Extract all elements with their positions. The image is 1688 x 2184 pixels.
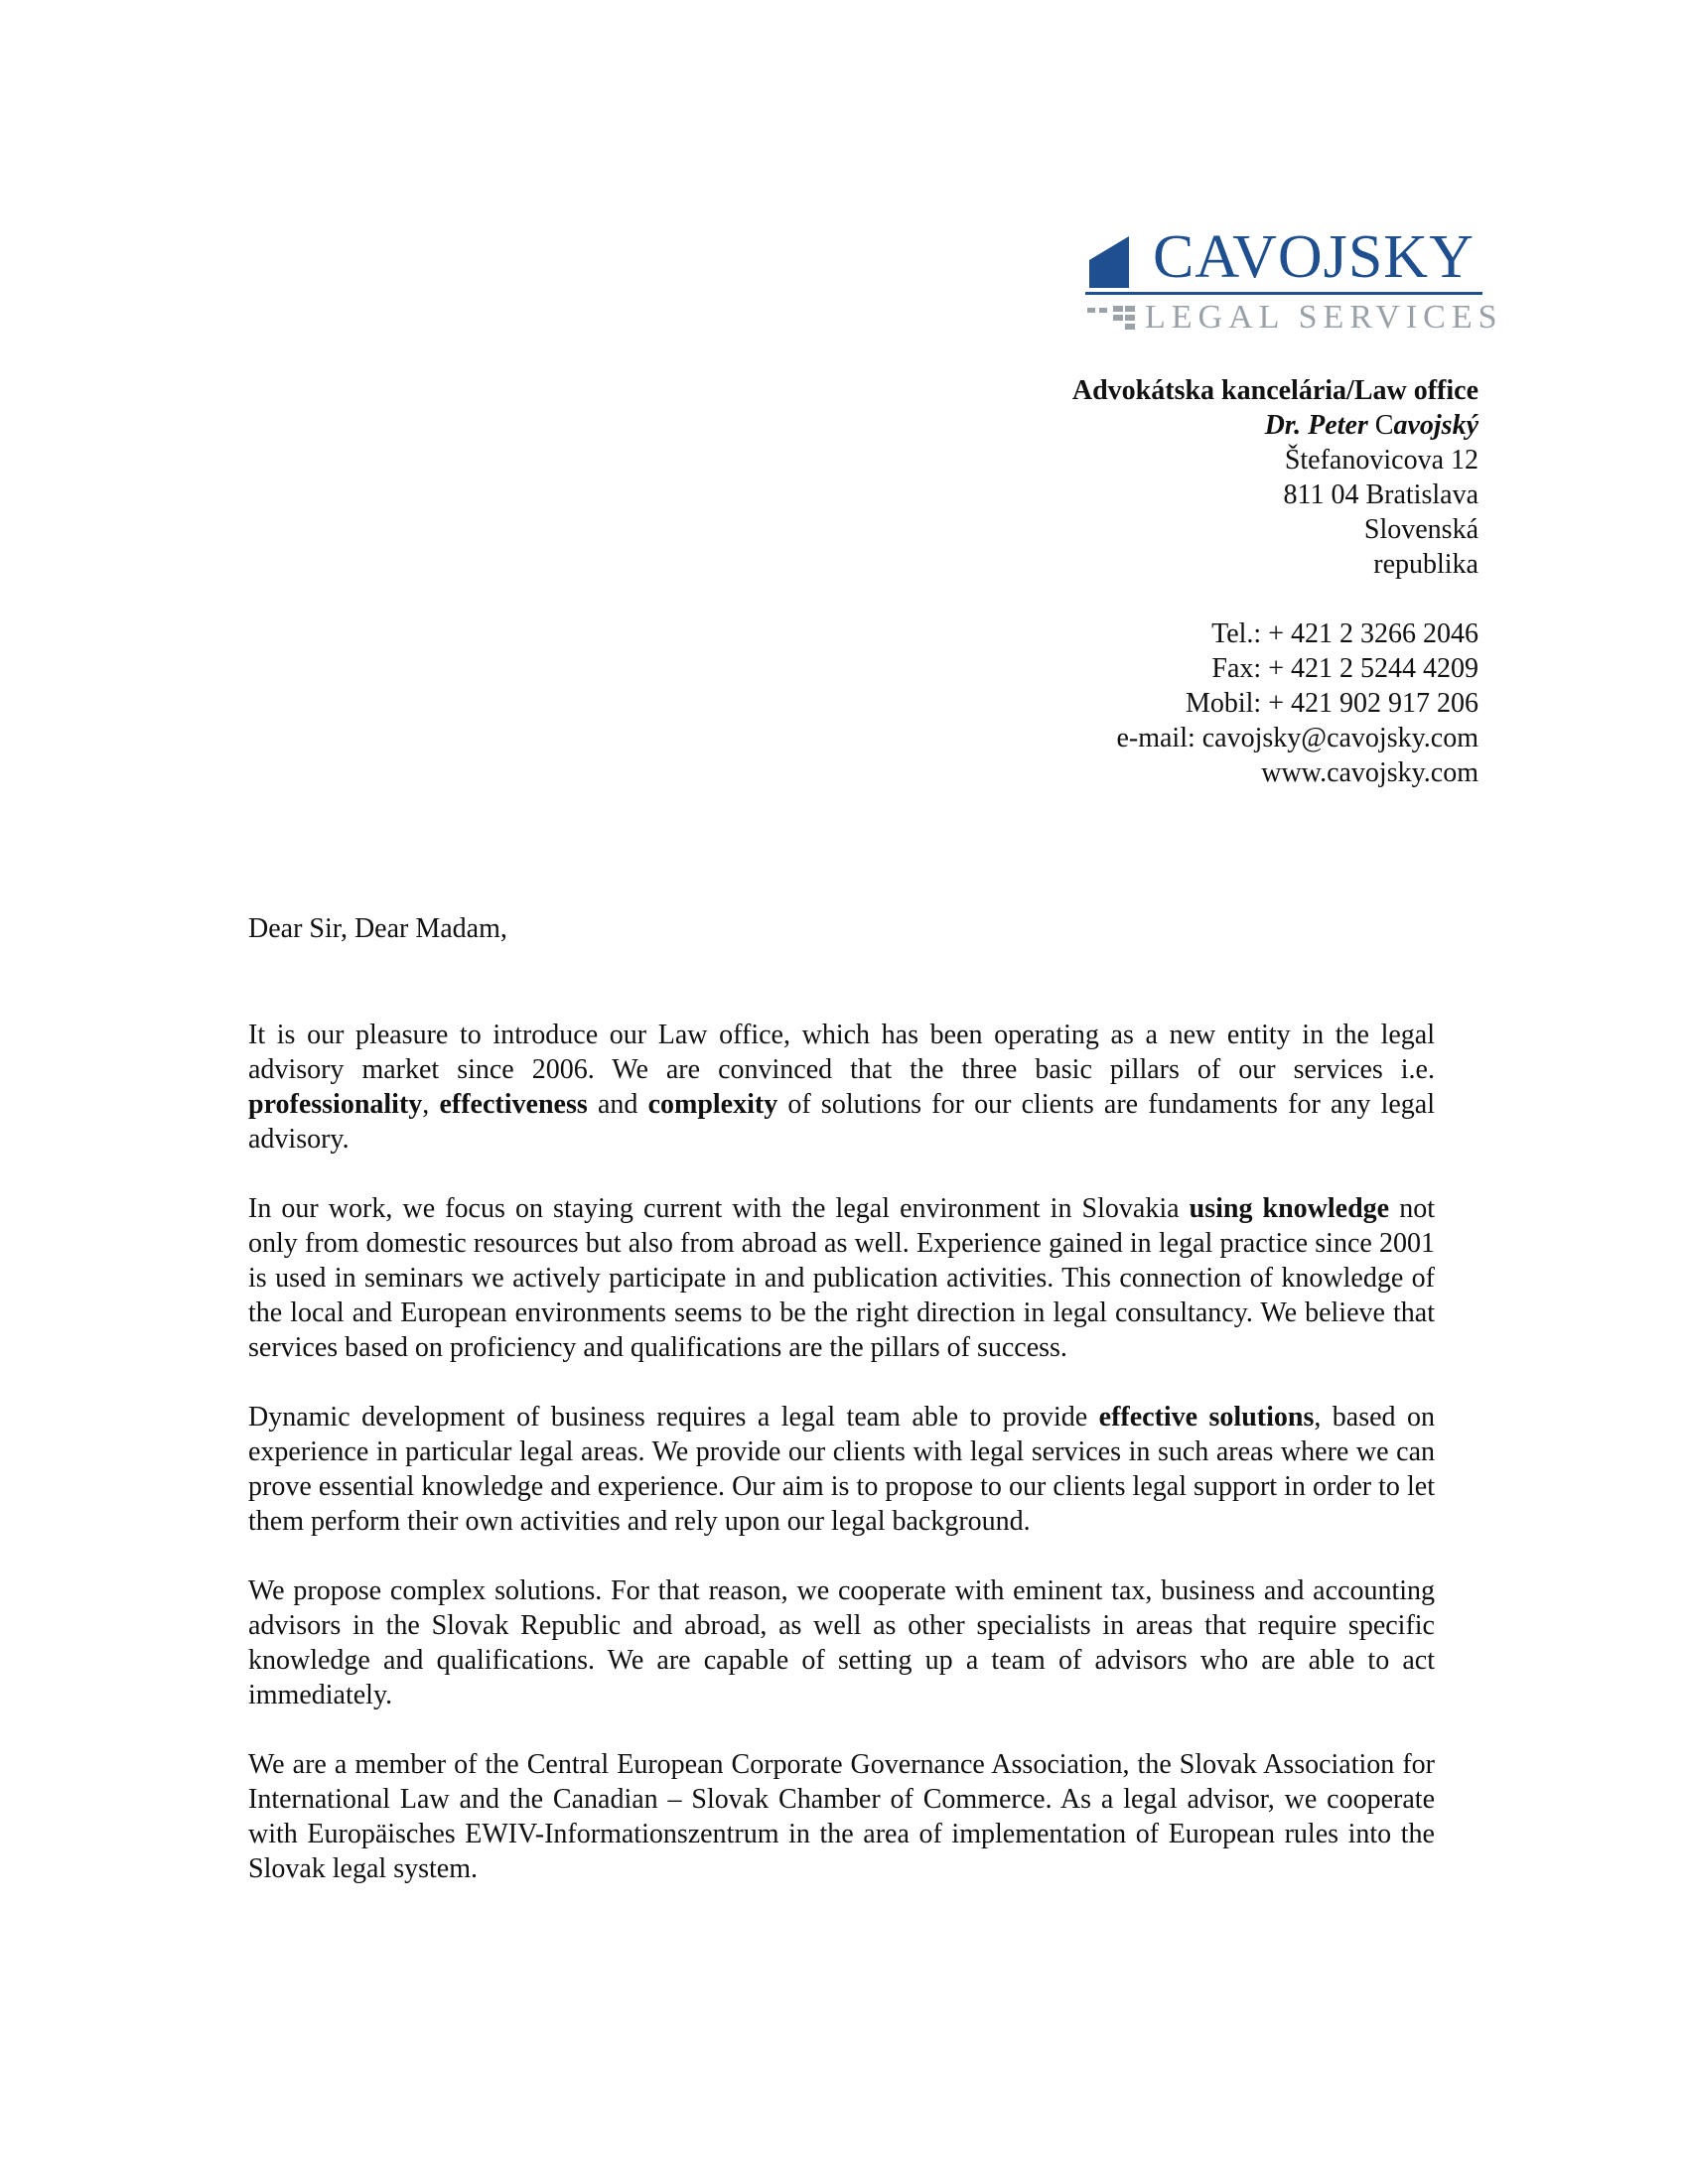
p1-text-c: , — [422, 1089, 440, 1120]
paragraph-5: We are a member of the Central European Corporate Governance Association, the Slovak Association for International Law and the Canadian – Slovak Chamber of Commerce. As a legal advisor, we cooperate with Europäisches EWIV-Informationszentrum in the area of implementation of European rules into the Slovak legal system. — [248, 1749, 1435, 1884]
logo-squares-icon — [1085, 302, 1141, 332]
p2-bold-using-knowledge: using knowledge — [1189, 1193, 1390, 1224]
name-prefix: Dr. Peter — [1264, 410, 1368, 441]
p3-bold-effective-solutions: effective solutions — [1098, 1402, 1315, 1433]
fax: Fax: + 421 2 5244 4209 — [1211, 653, 1478, 684]
email-link[interactable]: e-mail: cavojsky@cavojsky.com — [1116, 723, 1478, 753]
country-line-1: Slovenská — [1363, 514, 1478, 545]
country-line-2: republika — [1373, 549, 1478, 580]
telephone: Tel.: + 421 2 3266 2046 — [1211, 618, 1478, 649]
mobile: Mobil: + 421 902 917 206 — [1185, 688, 1478, 719]
company-logo — [1085, 223, 1503, 336]
office-title: Advokátska kancelária/Law office — [1071, 375, 1478, 406]
lawyer-name — [1072, 408, 1478, 443]
p1-bold-professionality: professionality — [248, 1089, 423, 1120]
website-link[interactable]: www.cavojsky.com — [1261, 757, 1478, 788]
paragraph-4: We propose complex solutions. For that reason, we cooperate with eminent tax, business and accounting advisors in the Slovak Republic and abroad, as well as other specialists in areas that require specific knowledge and qualifications. We are capable of setting up a team of advisors who are able to act immediately. — [248, 1575, 1435, 1710]
logo-name: CAVOJSKY — [1153, 223, 1475, 291]
paragraph-3 — [248, 1400, 1435, 1539]
p2-text-a: In our work, we focus on staying current with the legal environment in Slovakia — [248, 1193, 1190, 1224]
p1-bold-effectiveness: effectiveness — [439, 1089, 588, 1120]
logo-rule — [1085, 292, 1482, 295]
address-block — [1072, 373, 1478, 790]
logo-subtitle: LEGAL SERVICES — [1145, 299, 1503, 336]
street: Štefanovicova 12 — [1284, 445, 1478, 476]
p1-bold-complexity: complexity — [647, 1089, 778, 1120]
p3-text-a: Dynamic development of business requires a legal team able to provide — [248, 1402, 1099, 1433]
paragraph-2 — [248, 1191, 1435, 1365]
p2-text-c: not only from domestic resources but also from abroad as well. Experience gained in legal practice since 2001 is used in seminars we actively participate in and publication activities. This connection of knowledge of the local and European environments seems to be the right direction in legal consultancy. We believe that services based on proficiency and qualifications are the pillars of success. — [248, 1193, 1435, 1363]
p1-text-e: of solutions for our clients are fundaments for any legal advisory. — [248, 1089, 1436, 1155]
p1-text-d: and — [587, 1089, 648, 1120]
p1-text-a: It is our pleasure to introduce our Law office, which has been operating as a new entity in the legal advisory market since 2006. We are convinced that the three basic pillars of our services i.e. — [248, 1020, 1435, 1085]
letter-body — [248, 1018, 1435, 1921]
logo-mark-icon — [1085, 230, 1145, 290]
name-initial: C — [1374, 410, 1394, 441]
name-rest: avojský — [1393, 410, 1478, 441]
salutation: Dear Sir, Dear Madam, — [248, 913, 507, 944]
city: 811 04 Bratislava — [1283, 479, 1478, 510]
p3-text-c: , based on experience in particular legal areas. We provide our clients with legal services in such areas where we can prove essential knowledge and experience. Our aim is to propose to our clients legal support in order to let them perform their own activities and rely upon our legal background. — [248, 1402, 1435, 1537]
address-spacer — [1072, 582, 1478, 616]
paragraph-1 — [248, 1018, 1435, 1157]
